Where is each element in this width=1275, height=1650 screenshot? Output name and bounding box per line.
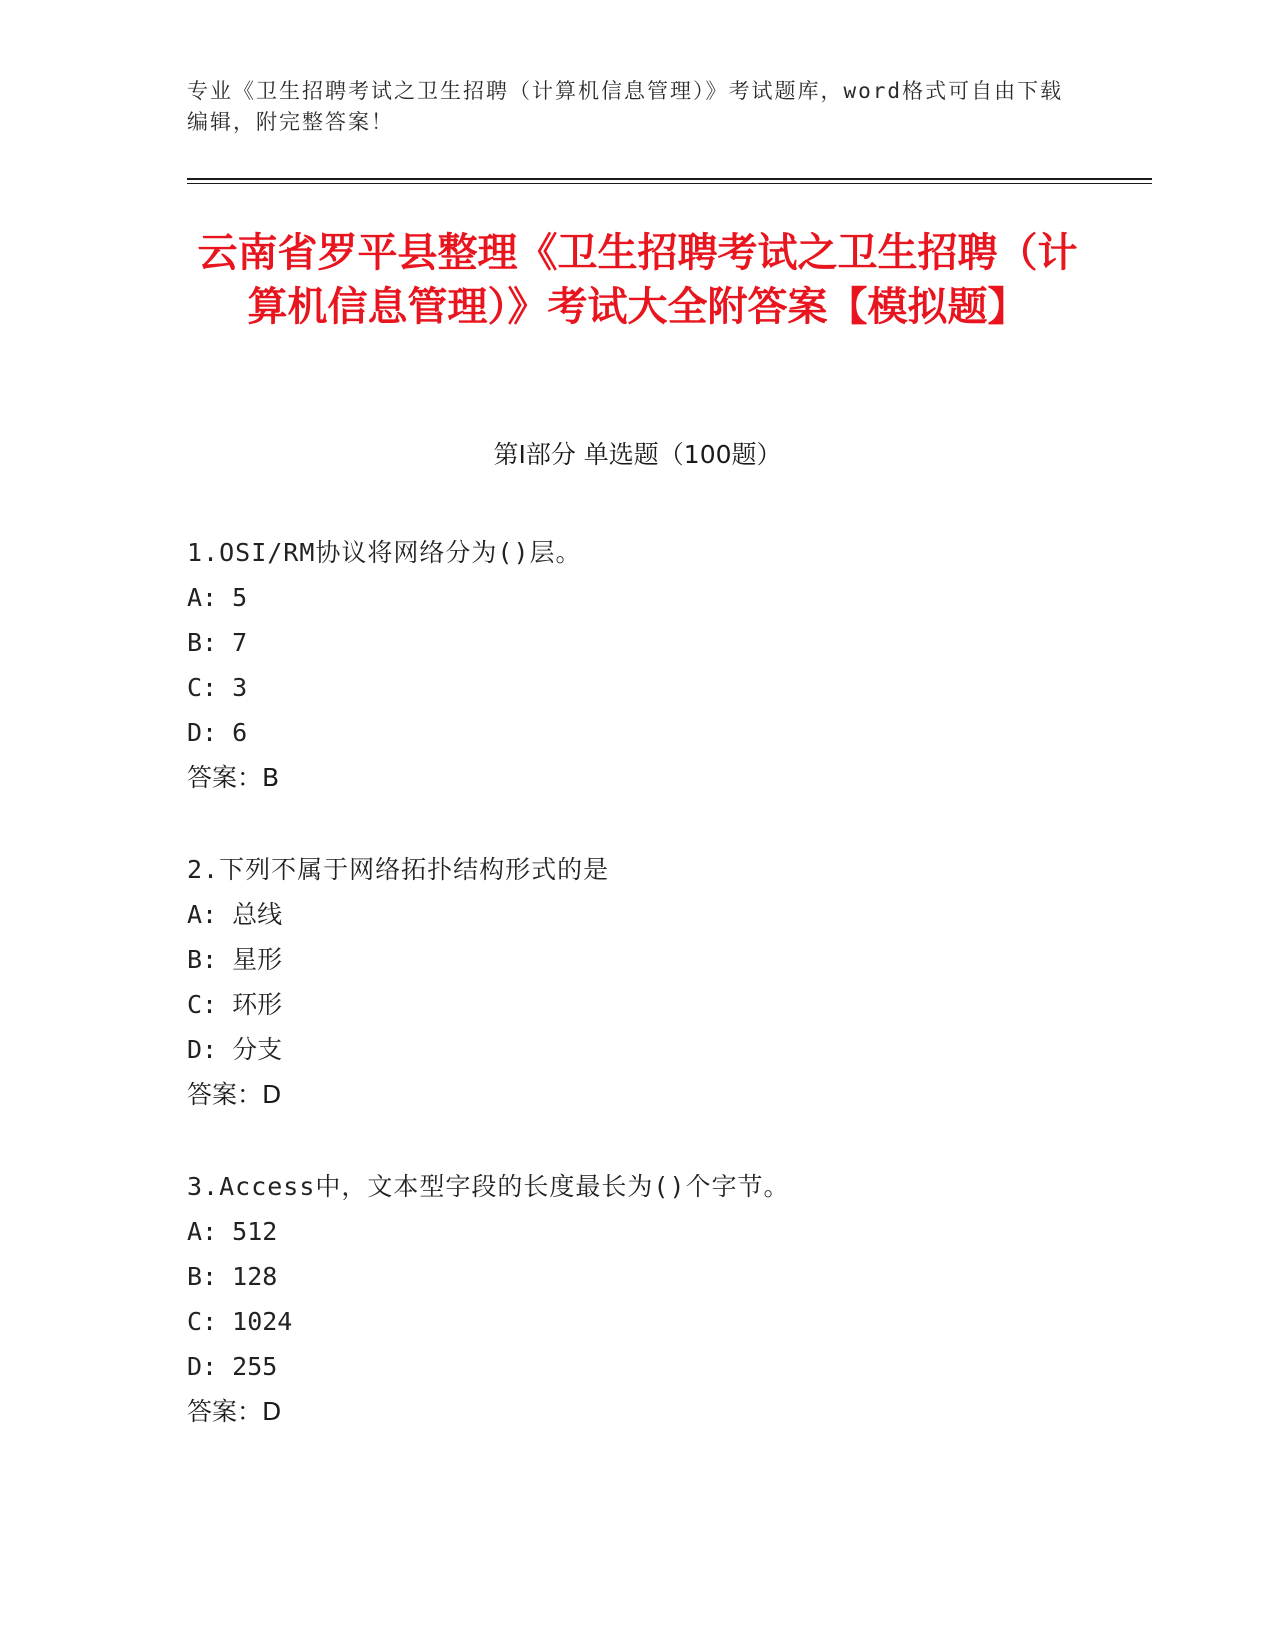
- answer: 答案：D: [187, 1397, 282, 1426]
- answer: 答案：D: [187, 1080, 282, 1109]
- section-heading: 第I部分 单选题（100题）: [493, 440, 782, 469]
- question-stem: 2.下列不属于网络拓扑结构形式的是: [187, 855, 610, 884]
- option-b: B: 7: [187, 628, 248, 657]
- question-stem: 3.Access中，文本型字段的长度最长为()个字节。: [187, 1172, 790, 1201]
- option-d: D: 分支: [187, 1035, 283, 1064]
- answer: 答案：B: [187, 763, 280, 792]
- header-note: 专业《卫生招聘考试之卫生招聘（计算机信息管理）》考试题库，word格式可自由下载编辑，附完整答案！: [187, 79, 1064, 134]
- option-c: C: 3: [187, 673, 248, 702]
- question-2: [187, 847, 1087, 1117]
- document-title: 云南省罗平县整理《卫生招聘考试之卫生招聘（计算机信息管理）》考试大全附答案【模拟题】: [197, 230, 1078, 330]
- option-d: D: 6: [187, 718, 248, 747]
- option-c: C: 环形: [187, 990, 283, 1019]
- option-a: A: 512: [187, 1217, 278, 1246]
- option-d: D: 255: [187, 1352, 278, 1381]
- question-list: [187, 530, 1087, 1481]
- header-rule-thin: [187, 183, 1152, 184]
- option-b: B: 星形: [187, 945, 283, 974]
- header-rule-thick: [187, 178, 1152, 180]
- option-a: A: 总线: [187, 900, 283, 929]
- option-c: C: 1024: [187, 1307, 293, 1336]
- question-stem: 1.OSI/RM协议将网络分为()层。: [187, 538, 582, 567]
- option-b: B: 128: [187, 1262, 278, 1291]
- option-a: A: 5: [187, 583, 248, 612]
- question-3: [187, 1164, 1087, 1434]
- question-1: [187, 530, 1087, 800]
